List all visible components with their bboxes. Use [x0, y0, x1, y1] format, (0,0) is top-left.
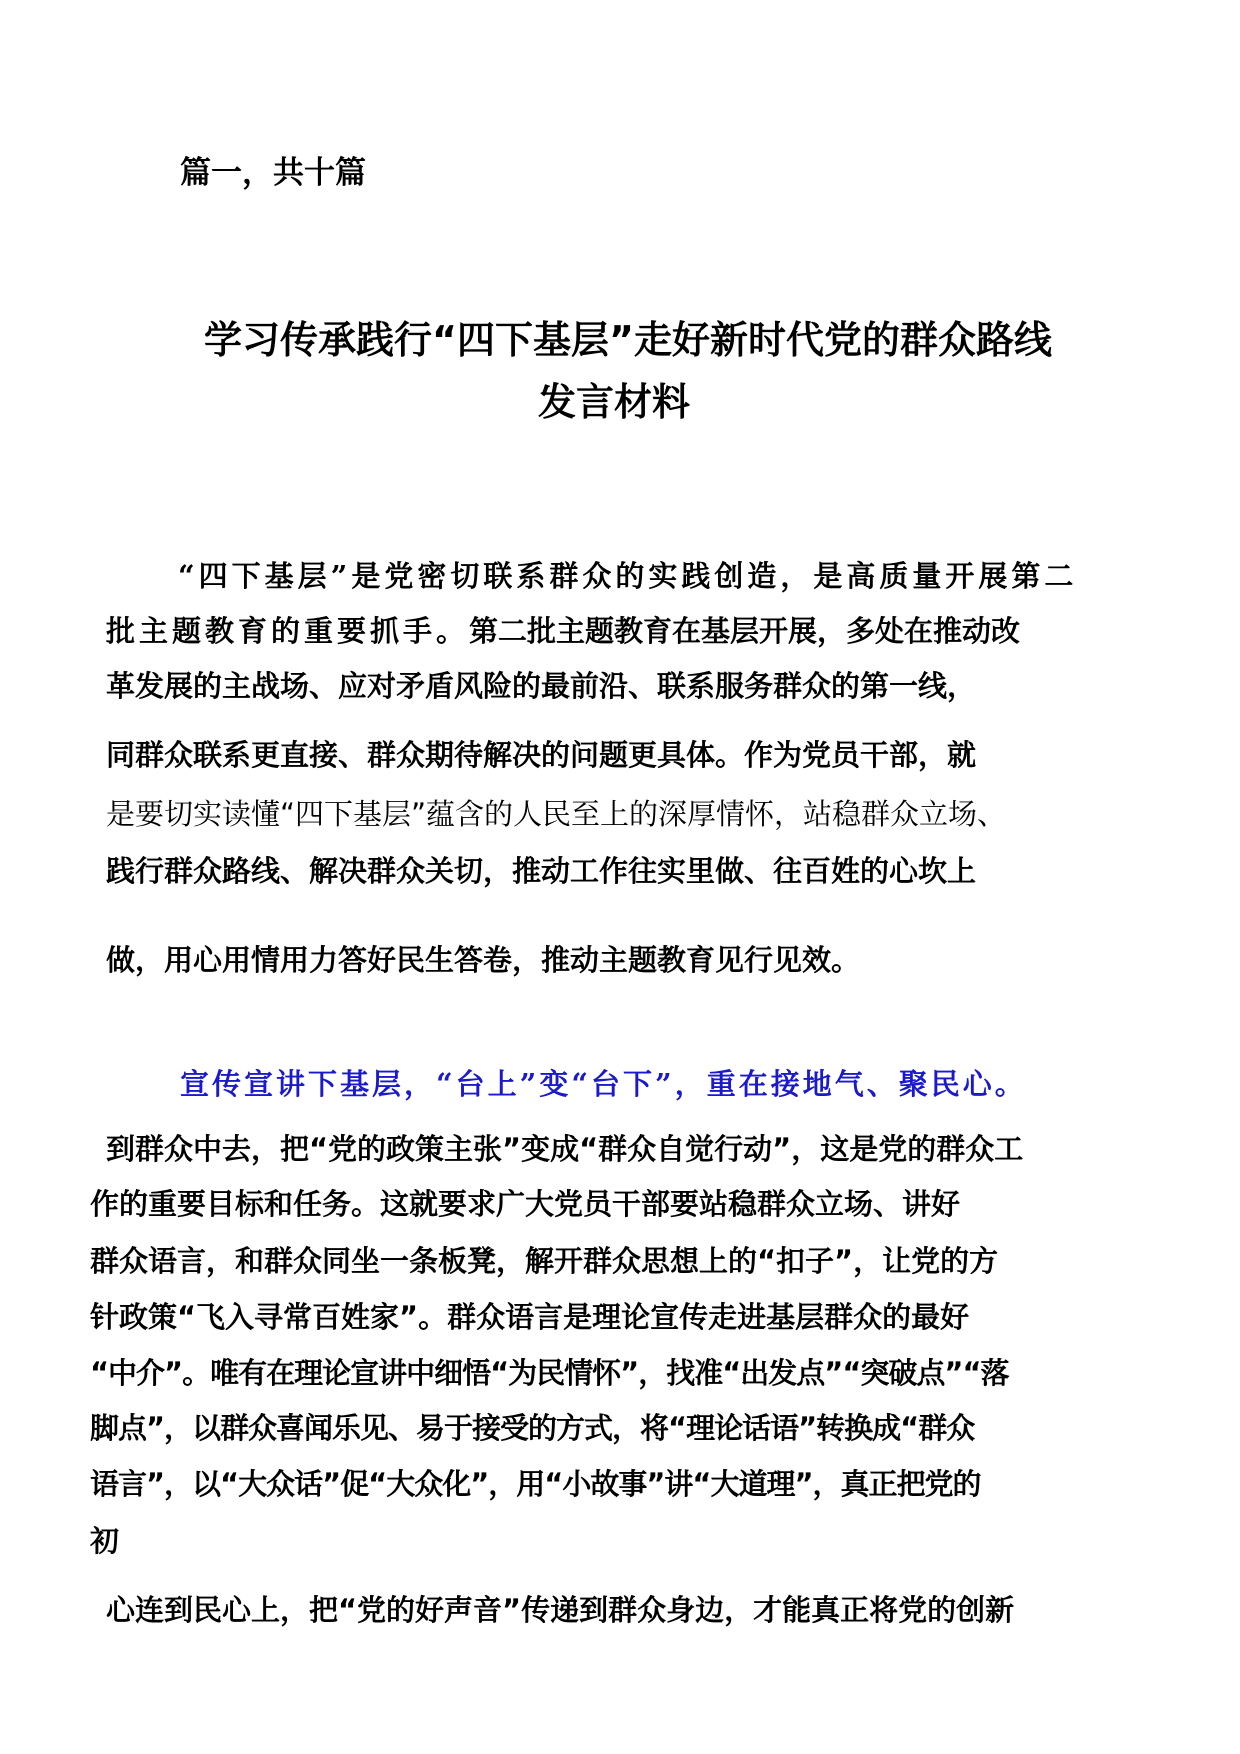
- document-title-line-1: 学习传承践行“四下基层”走好新时代党的群众路线: [204, 318, 1052, 362]
- intro-line-3: 革发展的主战场、应对矛盾风险的最前沿、联系服务群众的第一线，: [106, 669, 977, 703]
- section-1-heading: 宣传宣讲下基层，“台上”变“台下”，重在接地气、聚民心。: [180, 1067, 1027, 1101]
- section-1-line-1: 到群众中去，把“党的政策主张”变成“群众自觉行动”，这是党的群众工: [106, 1132, 1024, 1166]
- section-1-line-4: 针政策“飞入寻常百姓家”。群众语言是理论宣传走进基层群众的最好: [90, 1300, 970, 1334]
- section-1-line-8: 初: [90, 1524, 120, 1558]
- section-1-line-2: 作的重要目标和任务。这就要求广大党员干部要站稳群众立场、讲好: [90, 1187, 961, 1221]
- intro-line-2-serif: 批主题教育的重要抓手。: [106, 614, 470, 648]
- section-1-line-6: 脚点”，以群众喜闻乐见、易于接受的方式，将“理论话语”转换成“群众: [90, 1411, 975, 1445]
- section-1-line-7: 语言”，以“大众话”促“大众化”，用“小故事”讲“大道理”，真正把党的: [90, 1467, 981, 1501]
- series-label: 篇一，共十篇: [180, 155, 366, 191]
- section-1-line-3: 群众语言，和群众同坐一条板凳，解开群众思想上的“扣子”，让党的方: [90, 1244, 999, 1278]
- section-1-line-9: 心连到民心上，把“党的好声音”传递到群众身边，才能真正将党的创新: [106, 1593, 1015, 1627]
- intro-line-7: 做，用心用情用力答好民生答卷，推动主题教育见行见效。: [106, 943, 861, 977]
- intro-line-1: “四下基层”是党密切联系群众的实践创造，是高质量开展第二: [178, 559, 1078, 593]
- intro-line-4: 同群众联系更直接、群众期待解决的问题更具体。作为党员干部，就: [106, 738, 977, 772]
- intro-line-2: [106, 614, 1021, 648]
- intro-line-6: 践行群众路线、解决群众关切，推动工作往实里做、往百姓的心坎上: [106, 854, 977, 888]
- document-title-line-2: 发言材料: [538, 380, 691, 424]
- intro-line-5: 是要切实读懂“四下基层”蕴含的人民至上的深厚情怀，站稳群众立场、: [106, 797, 1007, 831]
- section-1-line-5: “中介”。唯有在理论宣讲中细悟“为民情怀”，找准“出发点”“突破点”“落: [90, 1356, 1009, 1390]
- intro-line-2-bold: 第二批主题教育在基层开展，多处在推动改: [469, 614, 1021, 648]
